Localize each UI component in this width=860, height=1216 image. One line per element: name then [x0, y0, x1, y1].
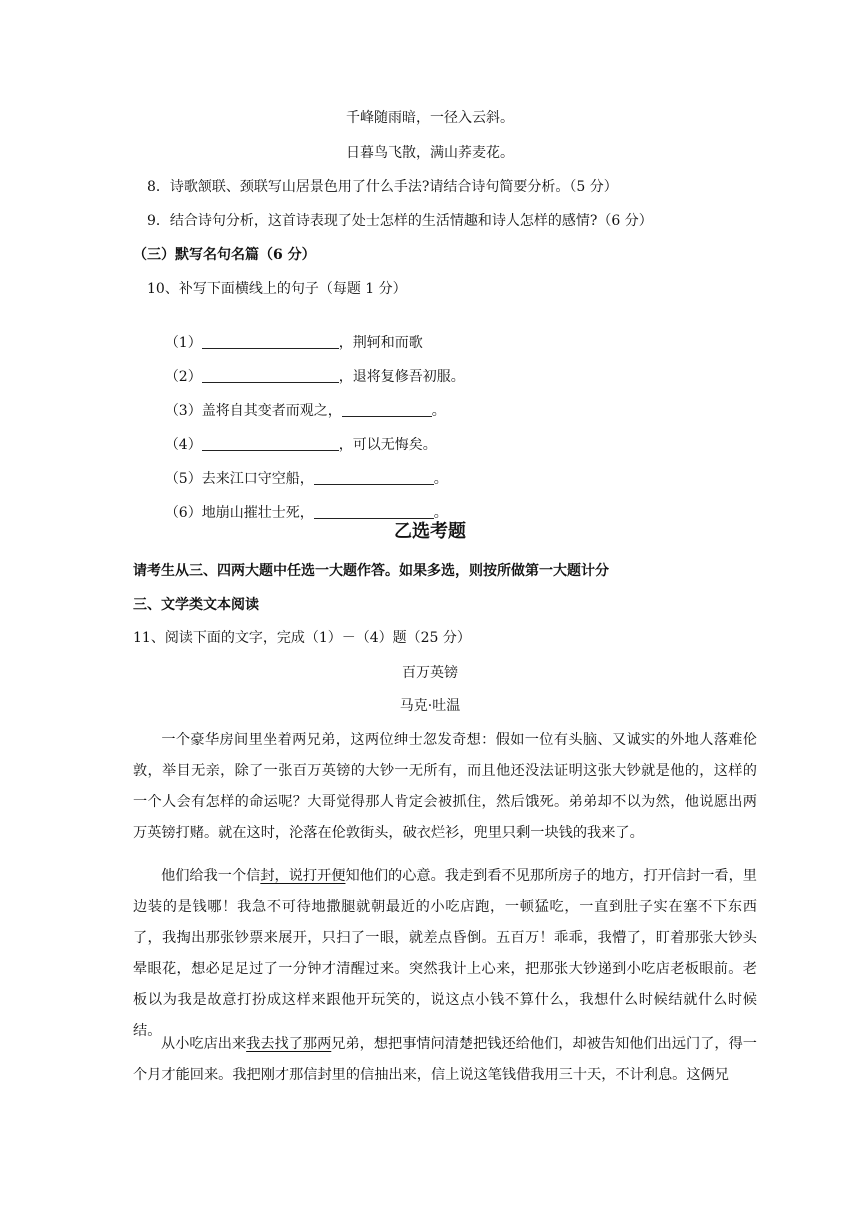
underlined-text: 我去找了那两	[246, 1036, 332, 1052]
section-heading-recitation: （三）默写名句名篇（6 分）	[133, 247, 316, 263]
fill-item-number: （3）	[164, 403, 202, 419]
fill-item-number: （5）	[164, 471, 202, 487]
paragraph-text: 兄弟，想把事情问清楚把钱还给他们，却被告知他们出远门了，得一个月才能回来。我把刚才那信封里的信抽出来，信上说这笔钱借我用三十天，不计利息。这俩兄	[133, 1036, 757, 1083]
fill-item-number: （2）	[164, 369, 202, 385]
fill-item-text: 地崩山摧壮士死，	[201, 505, 314, 521]
part-b-title: 乙选考题	[394, 521, 466, 542]
question-11-prompt: 11、阅读下面的文字，完成（1）－（4）题（25 分）	[133, 630, 471, 646]
fill-item-text: 。	[431, 403, 446, 419]
story-title: 百万英镑	[402, 665, 458, 681]
paragraph-text: 从小吃店出来	[161, 1036, 247, 1052]
question-8: 8．诗歌颔联、颈联写山居景色用了什么手法?请结合诗句简要分析。（5 分）	[147, 179, 618, 195]
fill-item-text: ，退将复修吾初服。	[338, 369, 465, 385]
paragraph-text: 一个豪华房间里坐着两兄弟，这两位绅士忽发奇想：假如一位有头脑、又诚实的外地人落难伦敦，举目无亲，除了一张百万英镑的大钞一无所有，而且他还没法证明这张大钞就是他的，这样的一个人会有怎样的命运呢？大哥觉得那人肯定会被抓住，然后饿死。弟弟却不以为然，他说愿出两万英镑打赌。就在这时，沦落在伦敦街头，破衣烂衫，兜里只剩一块钱的我来了。	[133, 732, 757, 841]
poem-line-1: 千峰随雨暗，一径入云斜。	[346, 110, 514, 126]
fill-item-text: ，可以无悔矣。	[338, 437, 437, 453]
fill-item-text: 。	[433, 471, 448, 487]
fill-item-number: （6）	[164, 505, 202, 521]
fill-item-text: ，荆轲和而歌	[338, 335, 423, 351]
fill-item-text: 。	[433, 505, 448, 521]
story-paragraph-1	[133, 725, 757, 849]
story-author: 马克·吐温	[399, 698, 461, 714]
fill-item-number: （1）	[164, 335, 202, 351]
part-b-instruction: 请考生从三、四两大题中任选一大题作答。如果多选，则按所做第一大题计分	[133, 563, 609, 579]
poem-line-2: 日暮鸟飞散，满山荞麦花。	[346, 145, 514, 161]
fill-item-text: 盖将自其变者而观之，	[201, 403, 342, 419]
fill-item-number: （4）	[164, 437, 202, 453]
section-heading-literary-reading: 三、文学类文本阅读	[133, 597, 259, 613]
fill-item-text: 去来江口守空船，	[201, 471, 314, 487]
fill-blank[interactable]	[314, 504, 434, 519]
story-paragraph-3	[133, 1029, 757, 1091]
paragraph-text: 知他们的心意。我走到看不见那所房子的地方，打开信封一看，里边装的是钱哪！我急不可待地撒腿就朝最近的小吃店跑，一顿猛吃，一直到肚子实在塞不下东西了，我掏出那张钞票来展开，只扫了一眼，就差点昏倒。五百万！乖乖，我懵了，盯着那张大钞头晕眼花，想必足足过了一分钟才清醒过来。突然我计上心来，把那张大钞递到小吃店老板眼前。老板以为我是故意打扮成这样来跟他开玩笑的，说这点小钱不算什么，我想什么时候结就什么时候结。	[133, 868, 757, 1039]
question-10-prompt: 10、补写下面横线上的句子（每题 1 分）	[147, 281, 407, 297]
question-9: 9．结合诗句分析，这首诗表现了处士怎样的生活情趣和诗人怎样的感情?（6 分）	[147, 213, 653, 229]
paragraph-text: 他们给我一个信	[161, 868, 261, 884]
story-paragraph-2	[133, 861, 757, 1047]
underlined-text: 封，说打开便	[260, 868, 346, 884]
